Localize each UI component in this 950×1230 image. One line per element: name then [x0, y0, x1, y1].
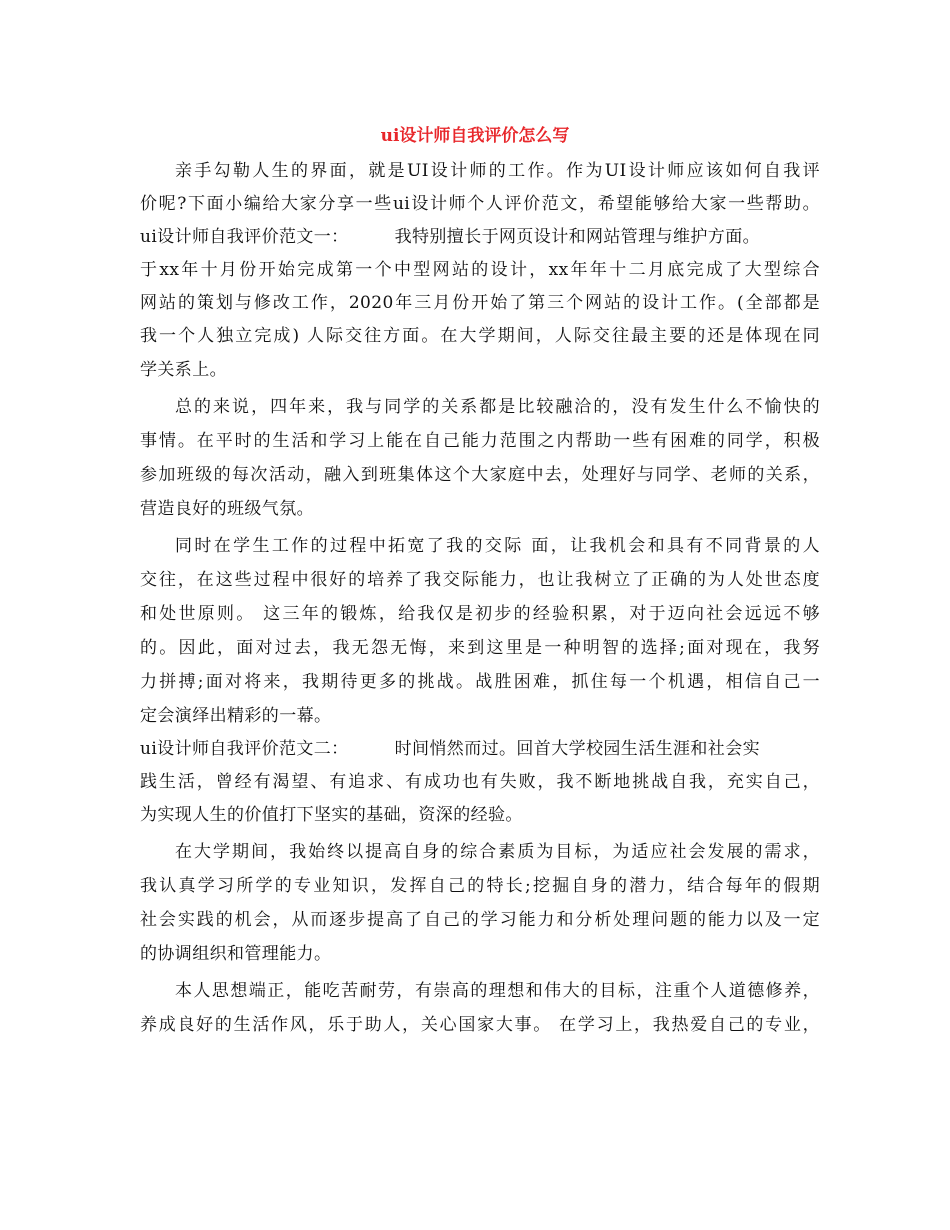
- paragraph-line: 定会演绎出精彩的一幕。: [140, 706, 332, 726]
- paragraph-line: 为实现人生的价值打下坚实的基础，资深的经验。: [140, 805, 523, 825]
- section-intro-text: 我特别擅长于网页设计和网站管理与维护方面。: [394, 227, 760, 247]
- paragraph-line: 养成良好的生活作风，乐于助人，关心国家大事。 在学习上，我热爱自己的专业，: [140, 1015, 820, 1035]
- paragraph-line: 我一个人独立完成) 人际交往方面。在大学期间，人际交往最主要的还是体现在同: [140, 326, 820, 346]
- paragraph-line: 参加班级的每次活动，融入到班集体这个大家庭中去，处理好与同学、老师的关系，: [140, 465, 820, 485]
- paragraph-line: 的协调组织和管理能力。: [140, 944, 332, 964]
- section-heading: ui设计师自我评价范文一：: [140, 227, 349, 247]
- paragraph-line: 的。因此，面对过去，我无怨无悔，来到这里是一种明智的选择;面对现在，我努: [140, 638, 820, 658]
- document-title: ui设计师自我评价怎么写: [380, 126, 570, 146]
- paragraph-line: 于xx年十月份开始完成第一个中型网站的设计，xx年年十二月底完成了大型综合: [140, 260, 820, 280]
- paragraph-line: 学关系上。: [140, 360, 227, 380]
- paragraph-line: 亲手勾勒人生的界面，就是UI设计师的工作。作为UI设计师应该如何自我评: [175, 161, 820, 181]
- paragraph-line: 我认真学习所学的专业知识，发挥自己的特长;挖掘自身的潜力，结合每年的假期: [140, 876, 820, 896]
- paragraph-line: 本人思想端正，能吃苦耐劳，有崇高的理想和伟大的目标，注重个人道德修养，: [175, 981, 820, 1001]
- paragraph-line: 事情。在平时的生活和学习上能在自己能力范围之内帮助一些有困难的同学，积极: [140, 431, 820, 451]
- paragraph-line: 在大学期间，我始终以提高自身的综合素质为目标，为适应社会发展的需求，: [175, 842, 820, 862]
- paragraph-line: 营造良好的班级气氛。: [140, 499, 314, 519]
- paragraph-line: [140, 735, 820, 763]
- paragraph-line: 网站的策划与修改工作，2020年三月份开始了第三个网站的设计工作。(全部都是: [140, 293, 820, 313]
- paragraph-line: 践生活，曾经有渴望、有追求、有成功也有失败，我不断地挑战自我，充实自己，: [140, 772, 820, 792]
- paragraph-line: 力拼搏;面对将来，我期待更多的挑战。战胜困难，抓住每一个机遇，相信自己一: [140, 672, 820, 692]
- paragraph-line: 同时在学生工作的过程中拓宽了我的交际 面，让我机会和具有不同背景的人: [175, 536, 820, 556]
- section-intro-text: 时间悄然而过。回首大学校园生活生涯和社会实: [394, 739, 760, 759]
- paragraph-line: 交往，在这些过程中很好的培养了我交际能力，也让我树立了正确的为人处世态度: [140, 570, 820, 590]
- paragraph-line: 社会实践的机会，从而逐步提高了自己的学习能力和分析处理问题的能力以及一定: [140, 910, 820, 930]
- paragraph-line: 价呢?下面小编给大家分享一些ui设计师个人评价范文，希望能够给大家一些帮助。: [140, 194, 820, 214]
- paragraph-line: 和处世原则。 这三年的锻炼，给我仅是初步的经验积累，对于迈向社会远远不够: [140, 604, 820, 624]
- paragraph-line: [140, 223, 820, 251]
- section-heading: ui设计师自我评价范文二：: [140, 739, 349, 759]
- paragraph-line: 总的来说，四年来，我与同学的关系都是比较融洽的，没有发生什么不愉快的: [175, 397, 820, 417]
